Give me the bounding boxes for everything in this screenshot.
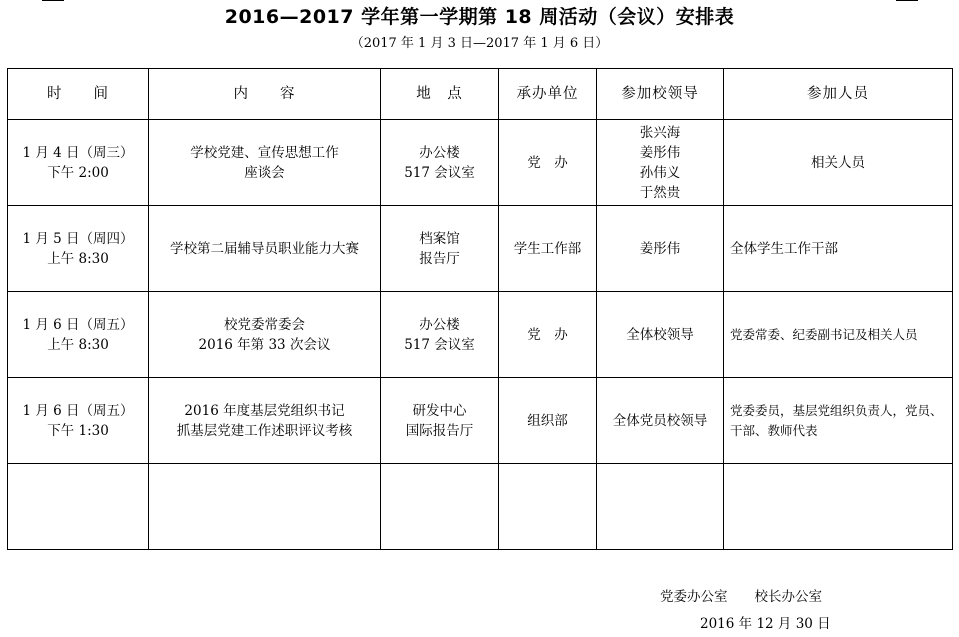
cell-time [8,120,149,206]
cell-line: 校党委常委会 [224,316,305,333]
cell-line: 党委常委、纪委副书记及相关人员 [730,326,918,342]
cell-time [8,378,149,464]
cell-line: 上午 8:30 [47,250,109,267]
cell-line: 研发中心 [412,402,467,419]
page-title: 2016—2017 学年第一学期第 18 周活动（会议）安排表 [224,6,735,28]
cell-line: 全体学生工作干部 [730,240,838,257]
cell-organizer [499,120,597,206]
cell-line: 党 办 [527,154,568,171]
cell-line: 学校党建、宣传思想工作 [190,144,339,161]
cell-organizer [499,378,597,464]
cell-line: 2016 年度基层党组织书记 [184,402,345,419]
cell-line: 档案馆 [419,230,460,247]
cell-line: 姜彤伟 [639,144,681,161]
cell-line: 1 月 4 日（周三） [22,144,134,161]
cell-line: 学生工作部 [513,240,582,257]
cell-line: 座谈会 [244,164,285,181]
schedule-table [7,68,953,550]
page-subtitle: （2017 年 1 月 3 日—2017 年 1 月 6 日） [350,36,609,51]
cell-line: 下午 1:30 [47,422,109,439]
header-time: 时 间 [8,69,149,120]
cell-line: 报告厅 [419,250,460,267]
corner-mark-right [896,0,918,1]
cell-leaders [597,206,724,292]
cell-content [149,378,381,464]
cell-time [8,292,149,378]
cell-content [149,206,381,292]
table-header-row [8,69,953,120]
cell-content [149,120,381,206]
cell-line: 张兴海 [639,124,681,141]
table-row [8,120,953,206]
cell-line: 办公楼 [419,144,460,161]
cell-line: 姜彤伟 [639,240,681,257]
cell-location [381,206,499,292]
header-content: 内 容 [149,69,381,120]
cell-line: 1 月 6 日（周五） [22,316,134,333]
cell-line: 孙伟义 [639,164,681,181]
cell-line: 全体党员校领导 [612,412,708,429]
cell-organizer [499,206,597,292]
cell-line: 1 月 6 日（周五） [22,402,134,419]
cell-organizer [499,292,597,378]
header-participants: 参加人员 [724,69,953,120]
cell-line: 办公楼 [419,316,460,333]
cell-line: 下午 2:00 [47,164,109,181]
cell-time [8,206,149,292]
cell-line: 517 会议室 [404,336,475,353]
cell-line: 抓基层党建工作述职评议考核 [176,422,353,439]
cell-empty [597,464,724,550]
cell-location [381,378,499,464]
cell-empty [499,464,597,550]
cell-line: 517 会议室 [404,164,475,181]
cell-empty [381,464,499,550]
cell-empty [724,464,953,550]
cell-empty [149,464,381,550]
cell-line: 2016 年第 33 次会议 [198,336,331,353]
cell-line: 1 月 5 日（周四） [22,230,134,247]
header-organizer: 承办单位 [499,69,597,120]
cell-line: 组织部 [527,412,568,429]
cell-line: 上午 8:30 [47,336,109,353]
corner-mark-left [42,0,64,1]
footer-date: 2016 年 12 月 30 日 [700,616,831,632]
footer-offices: 党委办公室 校长办公室 [660,589,822,605]
cell-line: 学校第二届辅导员职业能力大赛 [170,240,359,257]
cell-line: 干部、教师代表 [730,422,818,438]
cell-line: 于然贵 [639,184,681,201]
table-row-empty [8,464,953,550]
cell-leaders [597,120,724,206]
cell-line: 国际报告厅 [405,422,474,439]
cell-participants [724,120,953,206]
cell-leaders [597,378,724,464]
cell-location [381,120,499,206]
cell-line: 党委委员，基层党组织负责人，党员、 [730,402,943,418]
cell-participants [724,378,953,464]
cell-empty [8,464,149,550]
cell-line: 相关人员 [811,154,865,171]
header-location: 地 点 [381,69,499,120]
cell-leaders [597,292,724,378]
header-leaders: 参加校领导 [597,69,724,120]
cell-line: 党 办 [527,326,568,343]
cell-location [381,292,499,378]
cell-participants [724,206,953,292]
table-row [8,378,953,464]
table-row [8,292,953,378]
cell-line: 全体校领导 [626,326,694,343]
table-row [8,206,953,292]
cell-participants [724,292,953,378]
cell-content [149,292,381,378]
